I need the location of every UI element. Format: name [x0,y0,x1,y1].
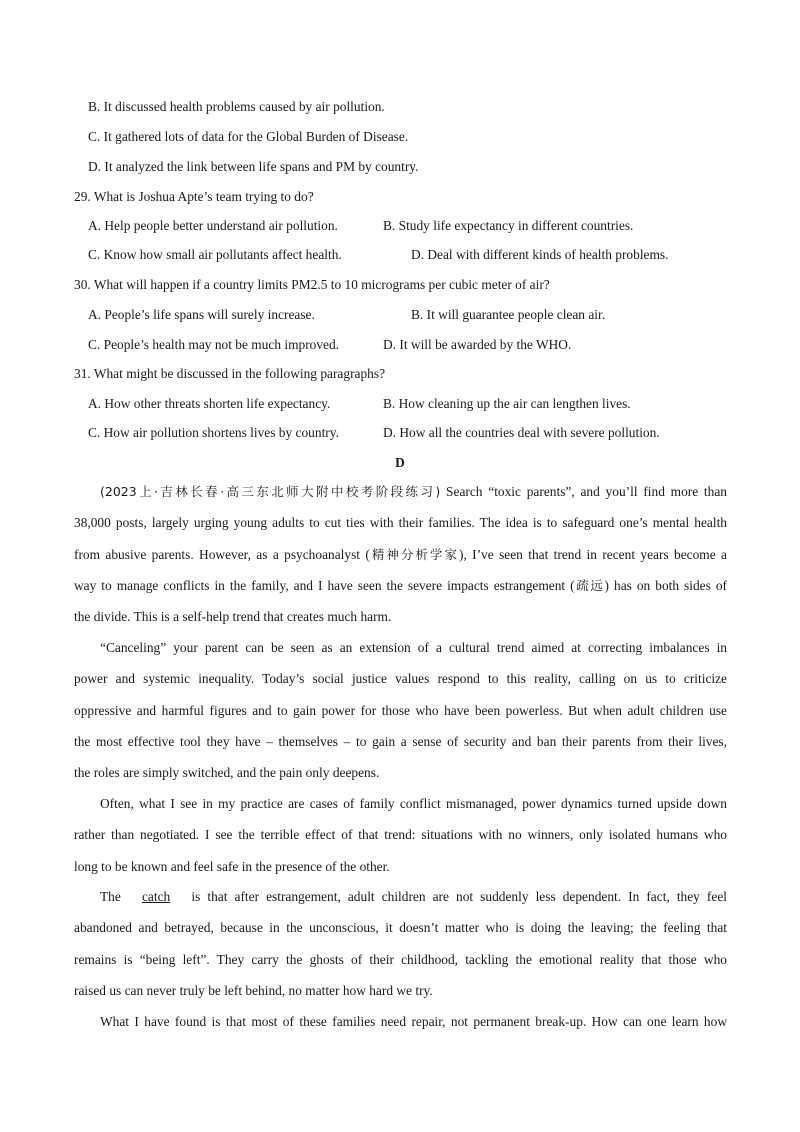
paragraph-4-line-4: raised us can never truly be left behind, no matter how hard we try. [74,982,433,998]
option-29-b: B. Study life expectancy in different countries. [383,218,634,233]
paragraph-1-line-4-a: way to manage conflicts in the family, and I have seen the severe impacts estrangement ( [74,577,575,593]
option-31-d: D. How all the countries deal with severe pollution. [383,425,660,440]
option-30-c: C. People’s health may not be much improved. [88,337,340,352]
paragraph-4-line-1 [74,881,727,912]
source-citation: (2023上·吉林长春·高三东北师大附中校考阶段练习) [100,484,441,499]
paragraph-4-line-2: abandoned and betrayed, because in the unconscious, it doesn’t matter who is doing the leaving; the feeling that [74,920,727,936]
section-heading: D [395,455,405,470]
paragraph-4-line-3: remains is “being left”. They carry the ghosts of their childhood, tackling the emotional reality that those who [74,951,727,967]
option-31-a: A. How other threats shorten life expectancy. [88,396,331,411]
underlined-word-catch: catch [141,889,171,904]
question-30-stem: 30. What will happen if a country limits PM2.5 to 10 micrograms per cubic meter of air? [74,277,550,292]
paragraph-1-line-2: 38,000 posts, largely urging young adults to cut ties with their families. The idea is to safeguard one’s mental health [74,515,727,531]
paragraph-1-line-3-b: ), I’ve seen that trend in recent years become a [458,546,727,562]
option-31-c: C. How air pollution shortens lives by country. [88,425,339,440]
paragraph-1-line-4-b: ) has on both sides of [604,577,727,593]
paragraph-4-line-1-post: is that after estrangement, adult children are not suddenly less dependent. In fact, they feel [191,889,727,904]
option-30-a: A. People’s life spans will surely increase. [88,307,315,322]
paragraph-1-line-1 [74,476,727,507]
passage-paragraph-4 [74,881,727,1006]
option-29-a: A. Help people better understand air pollution. [88,218,338,233]
paragraph-1-line-3-a: from abusive parents. However, as a psychoanalyst ( [74,546,370,562]
paragraph-4-line-1-pre: The [100,889,121,904]
paragraph-2-line-2: power and systemic inequality. Today’s social justice values respond to this reality, calling on us to criticize [74,671,727,687]
question-31-stem: 31. What might be discussed in the following paragraphs? [74,366,386,381]
paragraph-2-line-1: “Canceling” your parent can be seen as an extension of a cultural trend aimed at correcting imbalances in [100,640,727,655]
option-29-d: D. Deal with different kinds of health problems. [411,247,669,262]
paragraph-1-line-3 [74,539,727,570]
paragraph-1-line-4 [74,570,727,601]
gloss-estrangement: 疏远 [574,577,605,593]
option-30-d: D. It will be awarded by the WHO. [383,337,572,352]
paragraph-2-line-5: the roles are simply switched, and the pain only deepens. [74,765,380,781]
option-28-c: C. It gathered lots of data for the Global Burden of Disease. [88,129,409,144]
question-29-stem: 29. What is Joshua Apte’s team trying to do? [74,189,314,204]
passage-paragraph-2 [74,632,727,788]
gloss-psychoanalyst: 精神分析学家 [369,546,459,562]
passage-paragraph-3 [74,788,727,882]
paragraph-1-line-1-text: Search “toxic parents”, and you’ll find more than [446,484,727,499]
option-28-d: D. It analyzed the link between life spans and PM by country. [88,159,419,174]
paragraph-3-line-3: long to be known and feel safe in the presence of the other. [74,858,390,874]
paragraph-3-line-1: Often, what I see in my practice are cases of family conflict mismanaged, power dynamics turned upside down [100,796,727,811]
option-29-c: C. Know how small air pollutants affect health. [88,247,342,262]
paragraph-1-line-5: the divide. This is a self-help trend that creates much harm. [74,609,392,625]
option-31-b: B. How cleaning up the air can lengthen lives. [383,396,631,411]
paragraph-2-line-3: oppressive and harmful figures and to gain power for those who have been powerless. But when adult children use [74,702,727,718]
paragraph-5-line-1: What I have found is that most of these families need repair, not permanent break-up. How can one learn how [100,1014,727,1029]
paragraph-3-line-2: rather than negotiated. I see the terrible effect of that trend: situations with no winners, only isolated humans who [74,827,727,843]
option-28-b: B. It discussed health problems caused by air pollution. [88,99,385,114]
passage-paragraph-1 [74,476,727,632]
paragraph-2-line-4: the most effective tool they have – themselves – to gain a sense of security and ban their parents from their lives, [74,733,727,749]
option-30-b: B. It will guarantee people clean air. [411,307,606,322]
passage-paragraph-5 [74,1006,727,1037]
